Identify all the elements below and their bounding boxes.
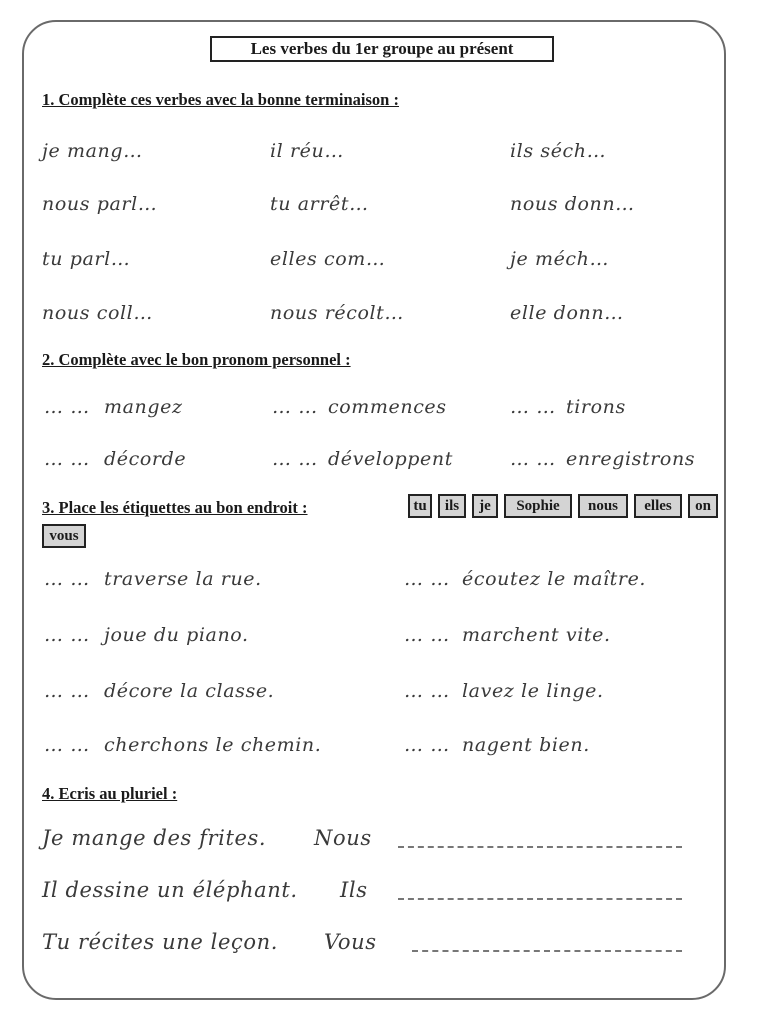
s4-sentence: Il dessine un éléphant. [42,878,298,902]
tag-vous: vous [42,524,86,548]
s4-prompt: Ils [340,878,368,902]
tag-je: je [472,494,498,518]
s3-blank: … … [44,624,90,646]
s3-blank: … … [44,734,90,756]
s2-item: enregistrons [566,448,696,470]
s1-item: nous parl… [42,193,158,215]
s3-blank: … … [404,680,450,702]
s2-item: décorde [104,448,187,470]
s2-blank: … … [272,396,318,418]
s4-sentence: Tu récites une leçon. [42,930,278,954]
s2-item: commences [328,396,447,418]
s4-prompt: Vous [324,930,377,954]
s2-blank: … … [44,396,90,418]
s3-item: traverse la rue. [104,568,262,590]
s3-item: cherchons le chemin. [104,734,322,756]
tag-on: on [688,494,718,518]
s3-blank: … … [44,568,90,590]
tag-sophie: Sophie [504,494,572,518]
tag-elles: elles [634,494,682,518]
s3-item: joue du piano. [104,624,249,646]
s2-blank: … … [510,448,556,470]
s1-item: tu arrêt… [270,193,369,215]
s1-item: je mang… [42,140,143,162]
s1-item: je méch… [510,248,610,270]
s4-answer-line[interactable] [398,846,682,848]
tag-ils: ils [438,494,466,518]
worksheet-title: Les verbes du 1er groupe au présent [210,36,554,62]
s2-item: développent [328,448,453,470]
section-1-heading: 1. Complète ces verbes avec la bonne terminaison : [42,90,399,109]
s3-blank: … … [404,568,450,590]
s2-blank: … … [272,448,318,470]
s1-item: elle donn… [510,302,624,324]
s3-item: marchent vite. [462,624,611,646]
s3-item: lavez le linge. [462,680,604,702]
section-4-heading: 4. Ecris au pluriel : [42,784,178,803]
s4-answer-line[interactable] [412,950,682,952]
s4-sentence: Je mange des frites. [42,826,267,850]
section-2-heading: 2. Complète avec le bon pronom personnel : [42,350,351,369]
s3-blank: … … [404,734,450,756]
s1-item: elles com… [270,248,386,270]
tag-nous: nous [578,494,628,518]
s3-item: nagent bien. [462,734,590,756]
s1-item: nous donn… [510,193,635,215]
s1-item: tu parl… [42,248,131,270]
s1-item: il réu… [270,140,344,162]
s1-item: nous récolt… [270,302,405,324]
s3-blank: … … [44,680,90,702]
s3-item: décore la classe. [104,680,275,702]
tag-tu: tu [408,494,432,518]
s3-item: écoutez le maître. [462,568,647,590]
s4-answer-line[interactable] [398,898,682,900]
s3-blank: … … [404,624,450,646]
s1-item: ils séch… [510,140,607,162]
section-3-heading: 3. Place les étiquettes au bon endroit : [42,498,308,517]
s2-blank: … … [44,448,90,470]
s2-blank: … … [510,396,556,418]
s2-item: tirons [566,396,626,418]
s4-prompt: Nous [314,826,372,850]
s1-item: nous coll… [42,302,153,324]
s2-item: mangez [104,396,183,418]
